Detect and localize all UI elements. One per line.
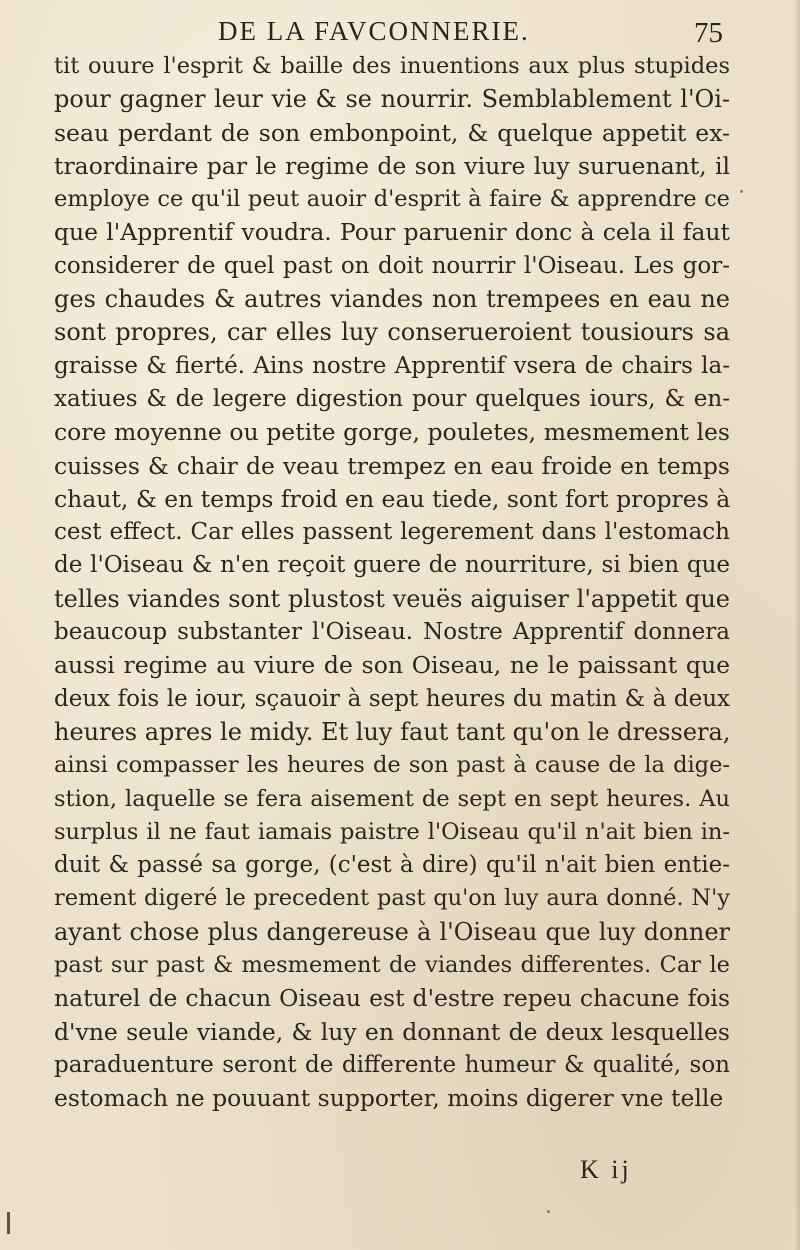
- text-line: telles viandes sont plustost veuës aiguiser l'appetit que: [54, 584, 730, 613]
- ink-speck: [740, 190, 743, 193]
- text-line: considerer de quel past on doit nourrir l'Oiseau. Les gor-: [54, 252, 730, 279]
- page-edge-shadow: [794, 0, 800, 1250]
- text-line: aussi regime au viure de son Oiseau, ne le paissant que: [54, 651, 730, 680]
- margin-ink-mark: [7, 1212, 10, 1234]
- ink-speck: [547, 1210, 550, 1213]
- text-line: ainsi compasser les heures de son past à cause de la dige-: [54, 752, 730, 779]
- text-line: deux fois le iour, sçauoir à sept heures du matin & à deux: [54, 685, 730, 712]
- text-line: traordinaire par le regime de son viure luy suruenant, il: [54, 151, 730, 180]
- text-line: stion, laquelle se fera aisement de sept en sept heures. Au: [54, 785, 730, 812]
- text-line: surplus il ne faut iamais paistre l'Oiseau qu'il n'ait bien in-: [54, 818, 730, 845]
- text-line: paraduenture seront de differente humeur & qualité, son: [54, 1051, 730, 1078]
- text-line: cuisses & chair de veau trempez en eau froide en temps: [54, 451, 730, 480]
- text-line: employe ce qu'il peut auoir d'esprit à faire & apprendre ce: [54, 186, 730, 213]
- text-line: chaut, & en temps froid en eau tiede, sont fort propres à: [54, 484, 730, 513]
- text-line: heures apres le midy. Et luy faut tant qu'on le dressera,: [54, 717, 730, 746]
- text-line: estomach ne pouuant supporter, moins digerer vne telle: [54, 1084, 724, 1113]
- text-line: ayant chose plus dangereuse à l'Oiseau que luy donner: [54, 917, 730, 946]
- text-line: cest effect. Car elles passent legerement dans l'estomach: [54, 519, 730, 546]
- text-line: core moyenne ou petite gorge, pouletes, mesmement les: [54, 418, 730, 447]
- body-text: [54, 50, 730, 1116]
- text-line: ges chaudes & autres viandes non trempees en eau ne: [54, 285, 730, 314]
- text-line: past sur past & mesmement de viandes differentes. Car le: [54, 952, 730, 979]
- text-line: pour gagner leur vie & se nourrir. Semblablement l'Oi-: [54, 85, 730, 114]
- running-title: DE LA FAVCONNERIE.: [218, 16, 530, 46]
- text-line: xatiues & de legere digestion pour quelques iours, & en-: [54, 385, 730, 412]
- text-line: naturel de chacun Oiseau est d'estre repeu chacune fois: [54, 984, 730, 1013]
- text-line: sont propres, car elles luy conserueroient tousiours sa: [54, 318, 730, 347]
- signature-mark: K ij: [580, 1155, 632, 1184]
- text-line: de l'Oiseau & n'en reçoit guere de nourriture, si bien que: [54, 552, 730, 579]
- text-line: tit ouure l'esprit & baille des inuentions aux plus stupides: [54, 53, 730, 79]
- text-line: graisse & fierté. Ains nostre Apprentif vsera de chairs la-: [54, 352, 730, 379]
- page-number: 75: [694, 17, 723, 49]
- text-line: rement digeré le precedent past qu'on luy aura donné. N'y: [54, 885, 730, 912]
- text-line: que l'Apprentif voudra. Pour paruenir donc à cela il faut: [54, 218, 730, 247]
- text-line: beaucoup substanter l'Oiseau. Nostre Apprentif donnera: [54, 619, 730, 646]
- text-line: duit & passé sa gorge, (c'est à dire) qu'il n'ait bien entie-: [54, 852, 730, 879]
- text-line: seau perdant de son embonpoint, & quelque appetit ex-: [54, 118, 730, 147]
- text-line: d'vne seule viande, & luy en donnant de deux lesquelles: [54, 1017, 730, 1046]
